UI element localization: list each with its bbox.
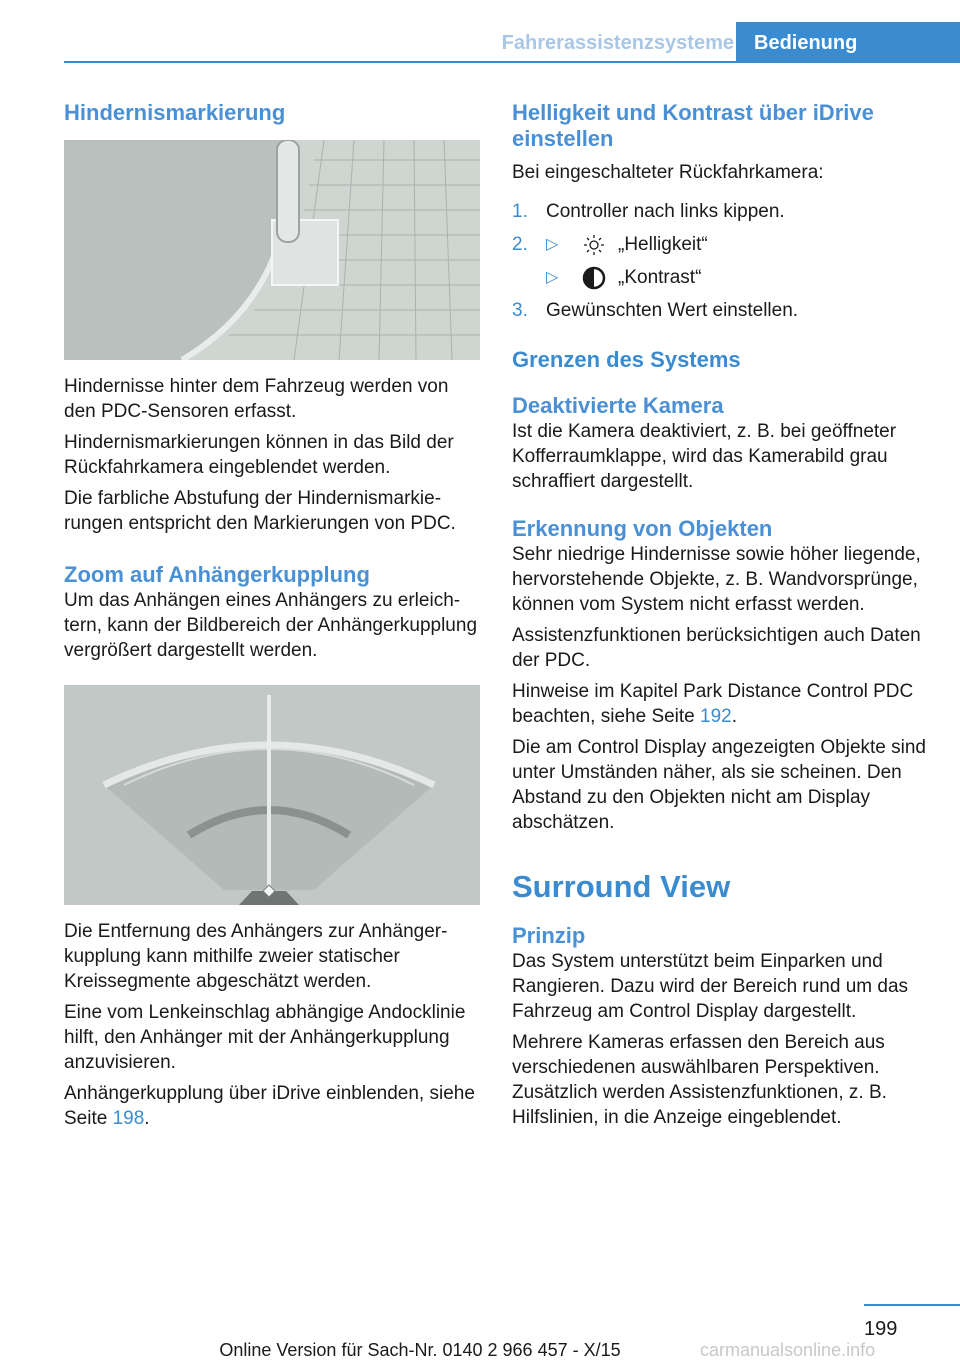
contrast-icon: [582, 266, 606, 290]
step-text: Gewünschten Wert einstellen.: [546, 300, 799, 321]
substep-text: „Kontrast“: [618, 267, 702, 288]
heading-hindernismarkierung: Hindernismarkierung: [64, 100, 286, 125]
step-item: [512, 199, 928, 224]
heading-deaktiviert: Deaktivierte Kamera: [512, 393, 724, 418]
paragraph: Bei eingeschalteter Rückfahrkamera:: [512, 162, 824, 183]
page-number: 199: [864, 1318, 898, 1340]
left-column: [64, 100, 480, 1137]
paragraph: Assistenzfunktionen berücksichtigen auch Daten der PDC.: [512, 625, 921, 671]
heading-erkennung: Erkennung von Objekten: [512, 516, 773, 541]
page-link-192[interactable]: 192: [700, 706, 732, 727]
step-item: [512, 298, 928, 323]
bullet-triangle: ▷: [546, 236, 559, 253]
substep-brightness: [546, 232, 928, 257]
paragraph: Eine vom Lenkeinschlag abhängige Andocklinie hilft, den Anhänger mit der Anhängerkupplung anzuvisieren.: [64, 1002, 466, 1073]
heading-zoom: Zoom auf Anhängerkupplung: [64, 562, 370, 587]
heading-surround-view: Surround View: [512, 869, 731, 904]
right-column: [512, 100, 928, 1136]
figure-obstacle-marking: [64, 140, 480, 360]
step-number: 3.: [512, 300, 528, 321]
paragraph: Ist die Kamera deaktiviert, z. B. bei geöffneter Kofferraumklappe, wird das Kamerabild grau schraffiert dargestellt.: [512, 421, 897, 492]
step-number: 2.: [512, 234, 528, 255]
paragraph: Die farbliche Abstufung der Hindernismarkierungen entspricht den Markierungen von PDC.: [64, 488, 456, 534]
header-rule: [64, 61, 960, 63]
substep-contrast: [546, 265, 928, 290]
heading-helligkeit: Helligkeit und Kontrast über iDrive einstellen: [512, 100, 874, 151]
steps-list: [512, 199, 928, 323]
heading-prinzip: Prinzip: [512, 923, 586, 948]
substep-text: „Helligkeit“: [618, 234, 708, 255]
heading-grenzen: Grenzen des Systems: [512, 347, 741, 372]
paragraph: Mehrere Kameras erfassen den Bereich aus verschiedenen auswählbaren Perspektiven. Zusätzlich werden Assistenzfunktionen, z. B. Hilfslinien, in die Anzeige eingeblendet.: [512, 1032, 887, 1128]
paragraph: Hindernisse hinter dem Fahrzeug werden von den PDC-Sensoren erfasst.: [64, 376, 449, 422]
watermark: carmanualsonline.info: [700, 1340, 876, 1360]
bullet-triangle: ▷: [546, 269, 559, 286]
page-link-198[interactable]: 198: [112, 1108, 145, 1129]
paragraph: Um das Anhängen eines Anhängers zu erleichtern, kann der Bildbereich der Anhängerkupplung vergrößert dargestellt werden.: [64, 590, 478, 661]
paragraph: Die Entfernung des Anhängers zur Anhängerkupplung kann mithilfe zweier statischer Kreissegmente abgeschätzt werden.: [64, 921, 448, 992]
brightness-icon: [582, 233, 606, 257]
paragraph: Das System unterstützt beim Einparken und Rangieren. Dazu wird der Bereich rund um das Fahrzeug am Control Display dargestellt.: [512, 951, 909, 1022]
period: .: [731, 706, 738, 727]
paragraph: Hindernismarkierungen können in das Bild der Rückfahrkamera eingeblendet werden.: [64, 432, 454, 478]
figure-trailer-hitch-zoom: [64, 685, 480, 905]
header-tab: Bedienung: [736, 22, 960, 62]
step-item: [512, 232, 928, 290]
step-number: 1.: [512, 201, 528, 222]
period: .: [144, 1108, 150, 1129]
paragraph: Die am Control Display angezeigten Objekte sind unter Umständen näher, als sie scheinen. Den Abstand zu den Objekten nicht am Display abschätzen.: [512, 737, 926, 833]
paragraph-with-link: [64, 1081, 480, 1131]
header-section-title: Fahrerassistenzsysteme: [501, 32, 734, 54]
footer-version-text: Online Version für Sach-Nr. 0140 2 966 457 - X/15: [219, 1340, 621, 1360]
step-text: Controller nach links kippen.: [546, 201, 785, 222]
paragraph-with-link: [512, 679, 928, 729]
paragraph: Sehr niedrige Hindernisse sowie höher liegende, hervorstehende Objekte, z. B. Wandvorsprünge, können vom System nicht erfasst werden.: [512, 544, 921, 615]
footer-rule: [864, 1304, 960, 1306]
paragraph-text: Hinweise im Kapitel Park Distance Control PDC beachten, siehe Seite: [512, 681, 914, 727]
paragraph-text: Anhängerkupplung über iDrive einblenden, siehe Seite: [64, 1083, 475, 1129]
